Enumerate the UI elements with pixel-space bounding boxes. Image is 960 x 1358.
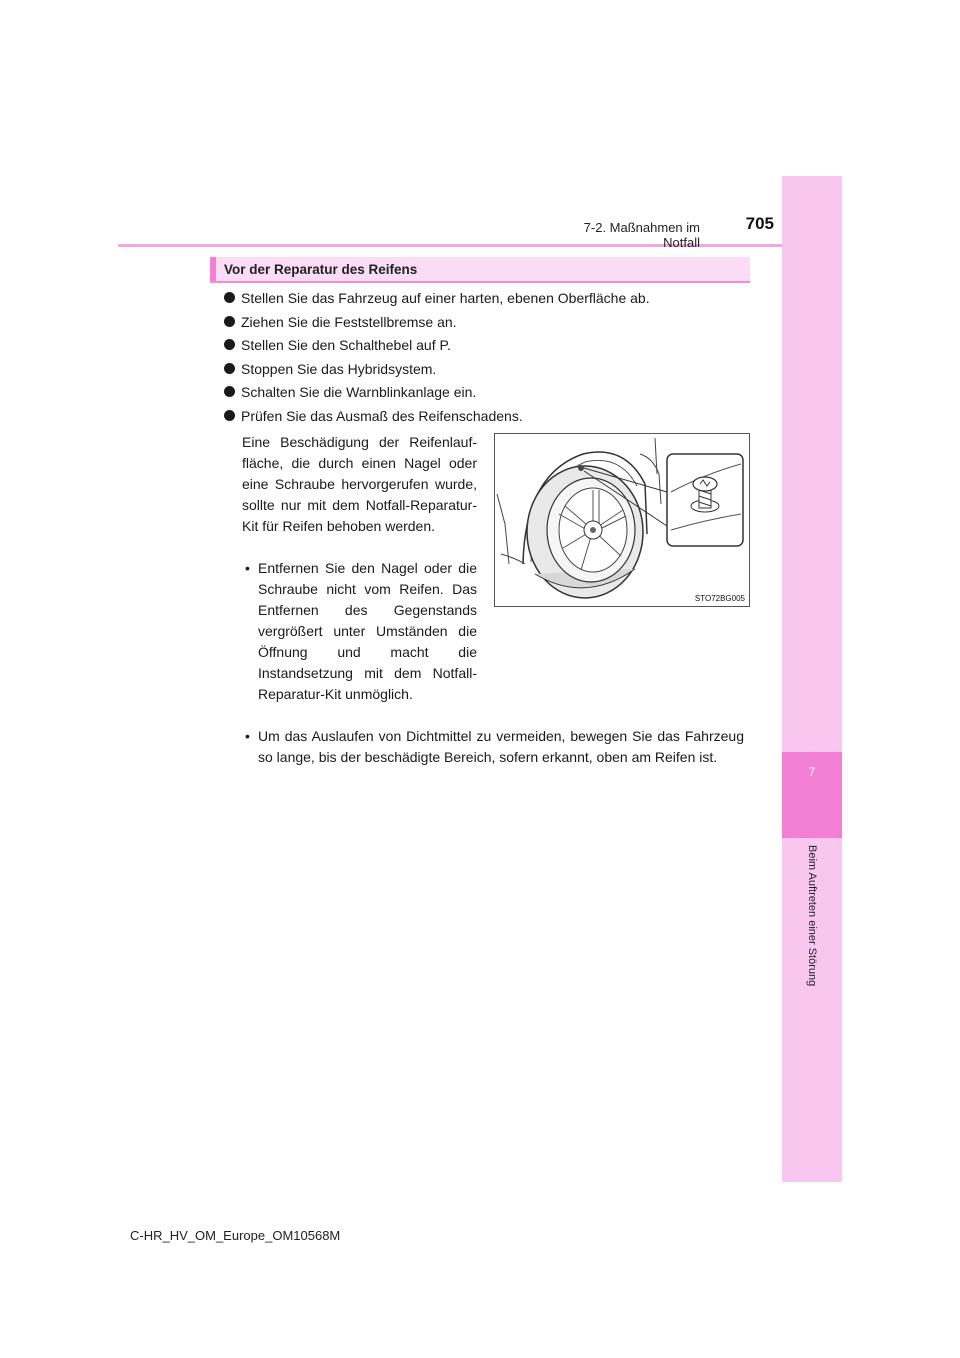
bullet-icon: [224, 339, 235, 350]
list-item-text: Stoppen Sie das Hybridsystem.: [241, 360, 437, 377]
list-item: [224, 312, 754, 336]
bullet-icon: [224, 363, 235, 374]
sub-list-item-text: Entfernen Sie den Nagel oder die Schraube nicht vom Reifen. Das Entfernen des Gegenstands vergrößert unter Umständen die Öffnung und macht die Instandsetzung mit dem Notfall-Reparatur-Kit unmöglich.: [258, 560, 477, 702]
list-item-text: Stellen Sie das Fahrzeug auf einer harten, ebenen Oberfläche ab.: [241, 290, 650, 306]
header-divider: [118, 244, 842, 247]
sub-list-item: [245, 558, 477, 705]
tire-nail-drawing: [495, 434, 750, 607]
chapter-side-tab: [782, 176, 842, 1182]
list-item-text: Stellen Sie den Schalthebel auf P.: [241, 337, 451, 353]
bullet-icon: [224, 386, 235, 397]
list-item: [224, 382, 754, 406]
list-item-text: Schalten Sie die Warnblinkanlage ein.: [241, 384, 477, 400]
checklist: [224, 288, 754, 429]
list-item-text: Prüfen Sie das Ausmaß des Reifenschadens.: [241, 407, 523, 424]
section-title: Vor der Reparatur des Reifens: [224, 262, 418, 277]
sub-bullet-marker: •: [245, 728, 250, 744]
chapter-number: 7: [808, 765, 816, 779]
sub-list-item: [245, 726, 744, 768]
tire-damage-illustration: [494, 433, 750, 607]
list-item: [224, 335, 754, 359]
document-id: C-HR_HV_OM_Europe_OM10568M: [130, 1228, 341, 1243]
chapter-title: Beim Auftreten einer Störung: [806, 845, 818, 987]
section-reference: 7-2. Maßnahmen im Notfall: [583, 220, 700, 250]
sub-bullet-marker: •: [245, 560, 250, 576]
sub-list-item-text: Um das Auslaufen von Dichtmittel zu vermeiden, bewegen Sie das Fahrzeug so lange, bis der beschädigte Bereich, sofern erkannt, oben am Reifen ist.: [258, 728, 744, 765]
list-item: [224, 288, 754, 312]
figure-code: STO72BG005: [694, 594, 745, 603]
list-item: [224, 406, 754, 430]
section-header: [210, 257, 750, 283]
bullet-icon: [224, 410, 235, 421]
damage-paragraph: Eine Beschädigung der Reifenlauffläche, die durch einen Nagel oder eine Schraube hervorgerufen wurde, sollte nur mit dem Notfall-Reparatur-Kit für Reifen behoben werden.: [242, 434, 477, 534]
bullet-icon: [224, 292, 235, 303]
section-header-bar: [210, 257, 216, 281]
page-number: 705: [745, 214, 774, 233]
bullet-icon: [224, 316, 235, 327]
list-item-text: Ziehen Sie die Feststellbremse an.: [241, 313, 457, 330]
list-item: [224, 359, 754, 383]
